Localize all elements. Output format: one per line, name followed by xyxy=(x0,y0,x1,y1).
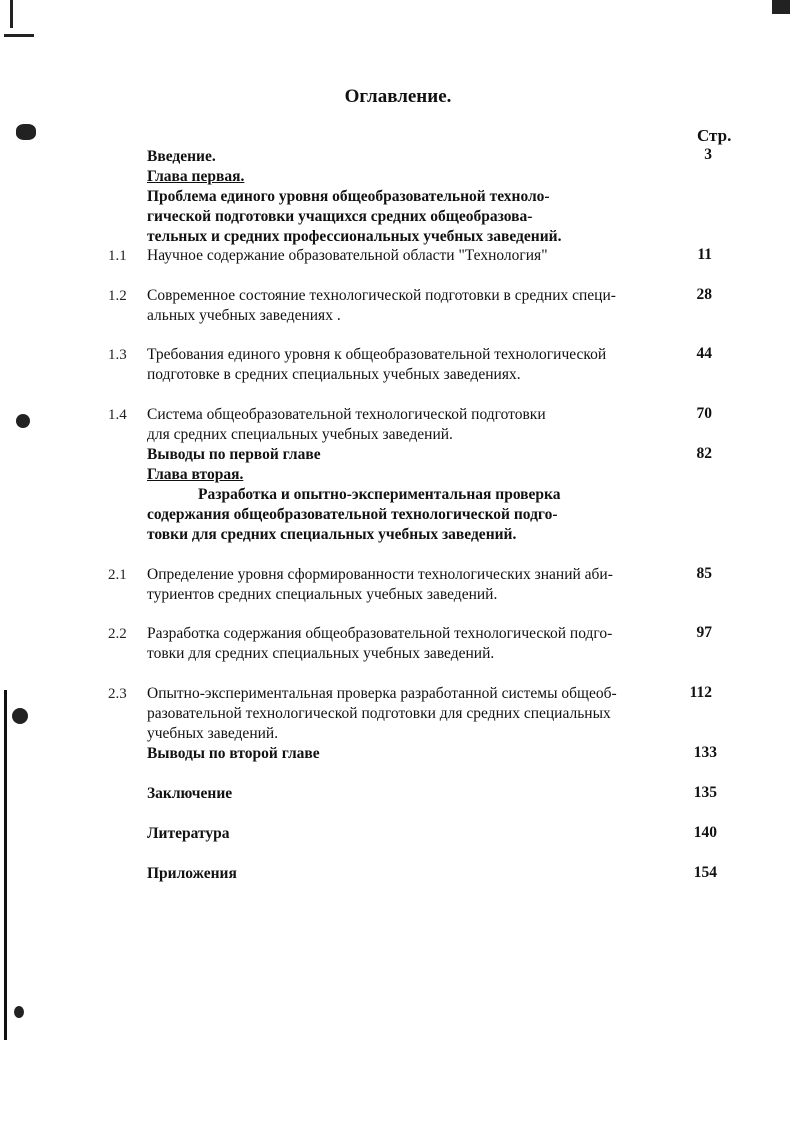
section-number: 1.1 xyxy=(108,248,127,264)
section-number: 2.1 xyxy=(108,567,127,583)
section-number: 1.2 xyxy=(108,288,127,304)
toc-appendices: Приложения xyxy=(147,865,237,882)
section-page: 28 xyxy=(696,286,712,303)
page-column-header: Стр. xyxy=(697,126,732,145)
section-page: 97 xyxy=(696,624,712,641)
toc-conclusions-1: Выводы по первой главе xyxy=(147,446,321,463)
chapter1-title-line: тельных и средних профессиональных учебных заведений. xyxy=(147,228,562,245)
scan-mark-top-left xyxy=(10,0,13,28)
section-title-line: Современное состояние технологической подготовки в средних специ- xyxy=(147,287,616,304)
section-title-line: Требования единого уровня к общеобразовательной технологической xyxy=(147,346,607,363)
section-title-line: Научное содержание образовательной области "Технология" xyxy=(147,247,548,264)
section-title-line: подготовке в средних специальных учебных заведениях. xyxy=(147,366,521,383)
scan-speck-4 xyxy=(14,1006,24,1018)
scan-speck-3 xyxy=(12,708,28,724)
section-page: 112 xyxy=(689,684,712,701)
scan-speck-2 xyxy=(16,414,30,428)
section-title-line: для средних специальных учебных заведений. xyxy=(147,426,453,443)
toc-conclusions-1-page: 82 xyxy=(696,445,712,462)
section-title-line: товки для средних специальных учебных заведений. xyxy=(147,645,495,662)
page-title: Оглавление. xyxy=(344,86,452,107)
toc-conclusions-2-page: 133 xyxy=(693,744,717,761)
toc-literature: Литература xyxy=(147,825,230,842)
toc-intro: Введение. xyxy=(147,148,216,165)
section-title-line: разовательной технологической подготовки для средних специальных xyxy=(147,705,611,722)
section-title-line: Определение уровня сформированности технологических знаний аби- xyxy=(147,566,613,583)
binding-edge xyxy=(4,690,7,1040)
section-number: 2.3 xyxy=(108,686,127,702)
section-number: 1.4 xyxy=(108,407,127,423)
section-number: 2.2 xyxy=(108,626,127,642)
chapter2-title-line: Разработка и опытно-экспериментальная проверка xyxy=(198,486,561,503)
section-title-line: альных учебных заведениях . xyxy=(147,307,341,324)
chapter1-heading: Глава первая. xyxy=(147,168,245,185)
toc-conclusion: Заключение xyxy=(147,785,233,802)
scan-mark-top-right xyxy=(772,0,790,14)
chapter1-title-line: гической подготовки учащихся средних общеобразова- xyxy=(147,208,533,225)
toc-intro-page: 3 xyxy=(704,146,712,163)
section-title-line: туриентов средних специальных учебных заведений. xyxy=(147,586,498,603)
toc-conclusion-page: 135 xyxy=(693,784,717,801)
toc-literature-page: 140 xyxy=(693,824,717,841)
chapter1-title-line: Проблема единого уровня общеобразовательной техноло- xyxy=(147,188,550,205)
section-page: 70 xyxy=(696,405,712,422)
chapter2-heading: Глава вторая. xyxy=(147,466,244,483)
chapter2-title-line: содержания общеобразовательной технологической подго- xyxy=(147,506,558,523)
section-number: 1.3 xyxy=(108,347,127,363)
section-page: 44 xyxy=(696,345,712,362)
section-title-line: Разработка содержания общеобразовательной технологической подго- xyxy=(147,625,613,642)
section-title-line: учебных заведений. xyxy=(147,725,279,742)
section-title-line: Система общеобразовательной технологической подготовки xyxy=(147,406,546,423)
chapter2-title-line: товки для средних специальных учебных заведений. xyxy=(147,526,517,543)
scan-speck-1 xyxy=(16,124,36,140)
toc-appendices-page: 154 xyxy=(693,864,717,881)
section-page: 85 xyxy=(696,565,712,582)
section-page: 11 xyxy=(697,246,712,263)
toc-conclusions-2: Выводы по второй главе xyxy=(147,745,320,762)
section-title-line: Опытно-экспериментальная проверка разработанной системы общеоб- xyxy=(147,685,617,702)
scan-mark-top-left-bar xyxy=(4,34,34,37)
